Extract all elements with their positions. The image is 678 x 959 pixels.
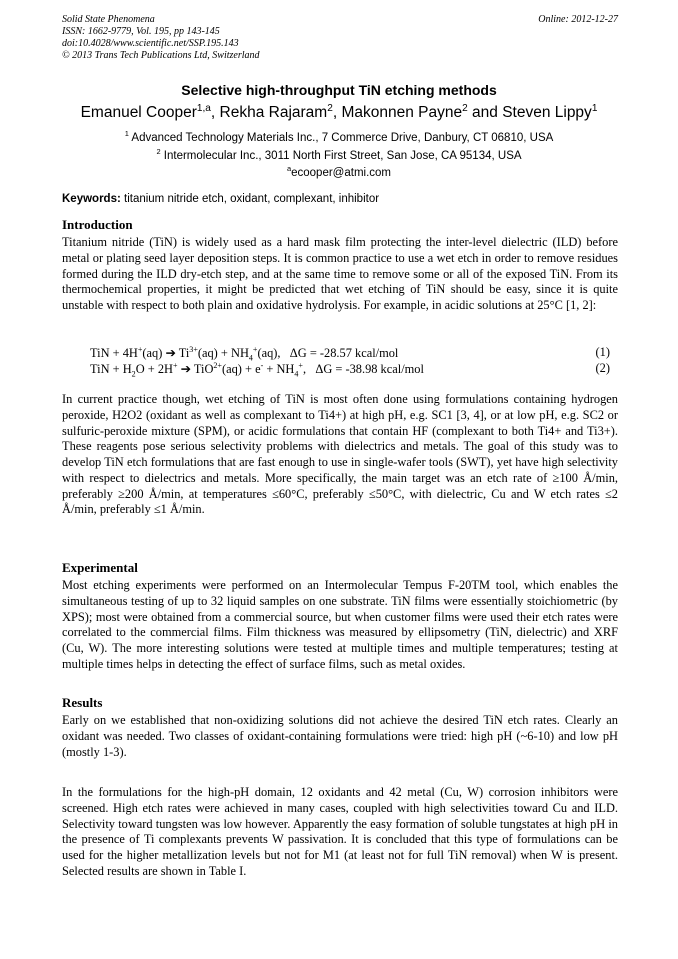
author-sup: 1 [591, 102, 598, 114]
section-heading-results: Results [62, 695, 103, 710]
intro-paragraph-1: Titanium nitride (TiN) is widely used as a hard mask film protecting the inter-level dielectric (ILD) before metal or plating seed layer deposition steps. It is common practice to use a wet etch in order to remove residues formed during the ILD dry-etch step, and at the same time to remove some or all of the exposed TiN. From its thermochemical properties, it might be predicted that wet etching of TiN should be easy, since it is quite unstable with respect to both plain and oxidative hydrolysis. For example, in acidic solutions at 25°C [1, 2]: [62, 235, 618, 312]
equation-2-body: TiN + $H_2O + 2H^+$ ➔ $TiO^{2+}(aq) + e^- + NH_4^+$, ΔG = -38.98 kcal/mol [90, 360, 424, 379]
affiliation-sup: 2 [156, 147, 161, 157]
online-date: Online: 2012-12-27 [538, 14, 618, 25]
results-paragraph-1: Early on we established that non-oxidizing solutions did not achieve the desired TiN etch rates. Clearly an oxidant was needed. Two classes of oxidant-containing formulations were tried: high pH (~6-10) and low pH (mostly 1-3). [62, 713, 618, 759]
results-paragraph-2: In the formulations for the high-pH domain, 12 oxidants and 42 metal (Cu, W) corrosion inhibitors were screened. High etch rates were achieved in many cases, coupled with high selectivities toward Cu and ILD. Selectivity toward tungsten was low however. Apparently the easy formation of soluble tungstates at high pH in the presence of Ti complexants prevents W passivation. It is concluded that this type of formulations can be used for the higher metallization levels but not for M1 (at least not for full TiN removal) when W is present. Selected results are shown in Table I. [62, 785, 618, 878]
intro-paragraph-2: In current practice though, wet etching of TiN is most often done using formulations containing hydrogen peroxide, H2O2 (oxidant as well as complexant to Ti4+) at high pH, e.g. SC1 [3, 4], or at low pH, e.g. SC2 or sulfuric-peroxide mixture (SPM), or acidic formulations that contain HF (complexant to both Ti4+ and Ti3+). These reagents pose serious selectivity problems with dielectrics and metals. The goal of this study was to develop TiN etch formulations that are fast enough to use in single-wafer tools (SWT), yet have high selectivity with respect to dielectrics and metals. More specifically, the main target was an etch rate of ≥100 Å/min, preferably ≥200 Å/min, at temperatures ≤60°C, preferably ≤50°C, with dielectric, Cu and W etch rates ≤2 Å/min, preferably ≤1 Å/min. [62, 392, 618, 517]
journal-doi: doi:10.4028/www.scientific.net/SSP.195.143 [62, 38, 239, 49]
equation-1-body: TiN + 4H+(aq) ➔ $Ti^{3+}(aq) + NH_4^+(aq)$, ΔG = -28.57 kcal/mol [90, 344, 399, 363]
author-name: Makonnen Payne [341, 104, 463, 121]
experimental-paragraph: Most etching experiments were performed on an Intermolecular Tempus F-20TM tool, which enables the simultaneous testing of up to 32 liquid samples on one substrate. TiN films were essentially stoichiometric (by XPS); most were obtained from a commercial source, but when customer films were used their etch rates were correlated to the commercial films. Film thickness was measured by ellipsometry (TiN, dielectric) and XRF (Cu, W). The more interesting solutions were tested at multiple times and multiple temperatures; testing at multiple times helps in detecting the effect of surface films, such as metal oxides. [62, 578, 618, 671]
journal-issn: ISSN: 1662-9779, Vol. 195, pp 143-145 [62, 26, 220, 37]
journal-name: Solid State Phenomena [62, 14, 155, 25]
email-sup: a [286, 164, 292, 174]
author-sup: 2 [462, 102, 468, 114]
author-name: Steven Lippy [502, 104, 592, 121]
journal-copyright: © 2013 Trans Tech Publications Ltd, Switzerland [62, 50, 260, 61]
affiliation-1 [0, 129, 678, 144]
affiliation-text: Advanced Technology Materials Inc., 7 Commerce Drive, Danbury, CT 06810, USA [131, 132, 554, 144]
keywords-text: titanium nitride etch, oxidant, complexant, inhibitor [124, 193, 380, 205]
affiliation-text: Intermolecular Inc., 3011 North First Street, San Jose, CA 95134, USA [163, 150, 522, 162]
email-text: ecooper@atmi.com [291, 167, 392, 179]
section-heading-experimental: Experimental [62, 560, 138, 575]
equation-1-number: (1) [595, 345, 610, 359]
author-name: Emanuel Cooper [80, 104, 197, 121]
author-list: Emanuel Cooper$^{1,a}$, Rekha Rajaram$^2$, Makonnen Payne$^2$ and Steven Lippy$^1$ [80, 102, 598, 121]
affiliation-sup: 1 [124, 129, 129, 139]
equation-2 [90, 361, 610, 377]
keywords [62, 193, 379, 205]
author-sup: 2 [327, 102, 333, 114]
equation-1 [90, 345, 610, 361]
paper-title: Selective high-throughput TiN etching methods [181, 82, 497, 98]
section-heading-introduction: Introduction [62, 217, 133, 232]
author-sup: 1,a [196, 102, 211, 114]
keywords-label: Keywords: [62, 193, 121, 205]
author-name: Rekha Rajaram [219, 104, 328, 121]
equation-2-number: (2) [595, 361, 610, 375]
author-email [0, 164, 678, 179]
journal-header [62, 14, 618, 62]
affiliation-2 [0, 147, 678, 162]
